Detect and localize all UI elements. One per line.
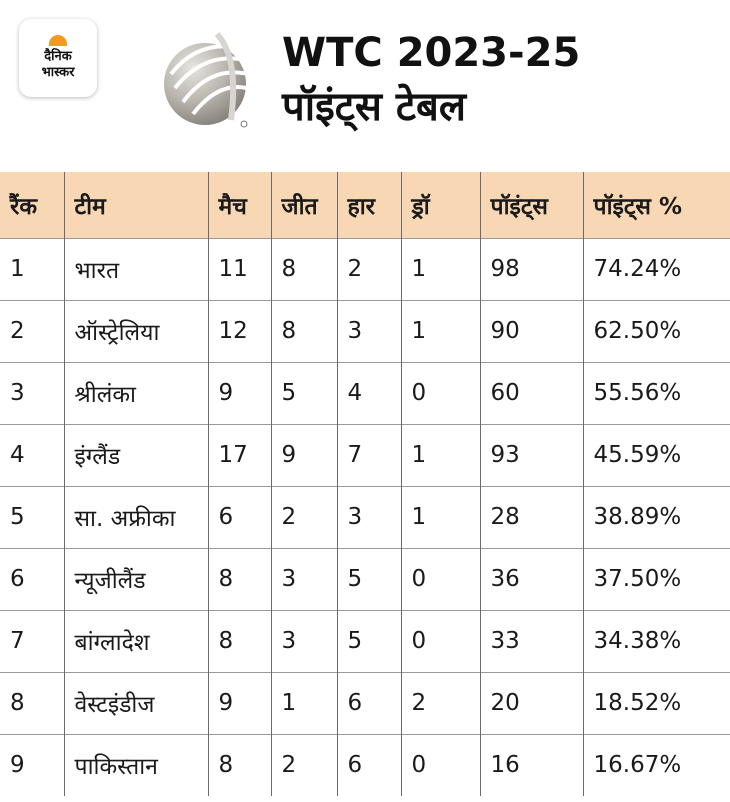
points-pct-cell: 18.52% xyxy=(593,690,682,716)
page-title xyxy=(282,28,580,132)
team-cell: इंग्लैंड xyxy=(64,424,208,486)
title-line1: WTC 2023-25 xyxy=(282,30,581,76)
col-draw-header: ड्रॉ xyxy=(401,172,480,238)
won-cell: 5 xyxy=(271,362,337,424)
table-row xyxy=(0,734,730,796)
rank-cell: 5 xyxy=(0,486,64,548)
table-row xyxy=(0,362,730,424)
rank-cell: 6 xyxy=(0,548,64,610)
points-cell: 93 xyxy=(480,424,583,486)
col-points-header: पॉइंट्स xyxy=(480,172,583,238)
won-cell: 2 xyxy=(271,486,337,548)
logo-line2: भास्कर xyxy=(41,65,75,80)
matches-cell: 9 xyxy=(208,362,271,424)
rank-cell: 7 xyxy=(0,610,64,672)
table-body xyxy=(0,238,730,796)
team-cell: भारत xyxy=(64,238,208,300)
points-cell: 16 xyxy=(480,734,583,796)
draw-cell: 0 xyxy=(401,734,480,796)
won-cell: 8 xyxy=(271,238,337,300)
rank-cell: 4 xyxy=(0,424,64,486)
matches-cell: 8 xyxy=(208,610,271,672)
wtc-mace-icon xyxy=(157,28,259,130)
won-cell: 3 xyxy=(271,548,337,610)
draw-cell: 1 xyxy=(401,424,480,486)
table-row xyxy=(0,610,730,672)
lost-cell: 4 xyxy=(337,362,401,424)
points-cell: 60 xyxy=(480,362,583,424)
points-pct-cell: 45.59% xyxy=(593,442,682,468)
points-cell: 28 xyxy=(480,486,583,548)
won-cell: 9 xyxy=(271,424,337,486)
lost-cell: 6 xyxy=(337,734,401,796)
points-cell: 33 xyxy=(480,610,583,672)
draw-cell: 1 xyxy=(401,300,480,362)
col-lost-header: हार xyxy=(337,172,401,238)
rank-cell: 3 xyxy=(0,362,64,424)
team-cell: सा. अफ्रीका xyxy=(64,486,208,548)
header xyxy=(0,0,730,172)
points-pct-cell: 16.67% xyxy=(593,752,682,779)
matches-cell: 12 xyxy=(208,300,271,362)
col-matches-header: मैच xyxy=(208,172,271,238)
points-pct-cell: 55.56% xyxy=(593,380,682,406)
title-line2: पॉइंट्स टेबल xyxy=(282,84,466,130)
rank-cell: 2 xyxy=(0,300,64,362)
draw-cell: 0 xyxy=(401,548,480,610)
matches-cell: 6 xyxy=(208,486,271,548)
points-table xyxy=(0,172,730,796)
points-cell: 20 xyxy=(480,672,583,734)
table-row xyxy=(0,486,730,548)
won-cell: 1 xyxy=(271,672,337,734)
team-cell: पाकिस्तान xyxy=(64,734,208,796)
lost-cell: 5 xyxy=(337,610,401,672)
points-pct-cell: 34.38% xyxy=(593,628,682,654)
matches-cell: 8 xyxy=(208,548,271,610)
team-cell: न्यूजीलैंड xyxy=(64,548,208,610)
lost-cell: 3 xyxy=(337,486,401,548)
logo-line1: दैनिक xyxy=(44,49,72,64)
matches-cell: 11 xyxy=(208,238,271,300)
table-row xyxy=(0,300,730,362)
points-pct-cell: 74.24% xyxy=(593,256,682,282)
rank-cell: 8 xyxy=(0,672,64,734)
lost-cell: 2 xyxy=(337,238,401,300)
points-cell: 90 xyxy=(480,300,583,362)
sun-icon xyxy=(49,35,67,46)
brand-logo xyxy=(19,19,97,97)
table-row xyxy=(0,672,730,734)
team-cell: बांग्लादेश xyxy=(64,610,208,672)
rank-cell: 9 xyxy=(0,734,64,796)
points-pct-cell: 38.89% xyxy=(593,504,682,530)
table-row xyxy=(0,238,730,300)
won-cell: 3 xyxy=(271,610,337,672)
lost-cell: 5 xyxy=(337,548,401,610)
table-row xyxy=(0,548,730,610)
won-cell: 8 xyxy=(271,300,337,362)
team-cell: ऑस्ट्रेलिया xyxy=(64,300,208,362)
matches-cell: 8 xyxy=(208,734,271,796)
draw-cell: 1 xyxy=(401,486,480,548)
table-row xyxy=(0,424,730,486)
lost-cell: 3 xyxy=(337,300,401,362)
col-won-header: जीत xyxy=(271,172,337,238)
table-header-row xyxy=(0,172,730,238)
draw-cell: 1 xyxy=(401,238,480,300)
matches-cell: 9 xyxy=(208,672,271,734)
col-team-header: टीम xyxy=(64,172,208,238)
points-cell: 36 xyxy=(480,548,583,610)
lost-cell: 7 xyxy=(337,424,401,486)
won-cell: 2 xyxy=(271,734,337,796)
lost-cell: 6 xyxy=(337,672,401,734)
draw-cell: 2 xyxy=(401,672,480,734)
col-rank-header: रैंक xyxy=(0,172,64,238)
team-cell: श्रीलंका xyxy=(64,362,208,424)
col-points-pct-header: पॉइंट्स % xyxy=(593,193,683,220)
draw-cell: 0 xyxy=(401,362,480,424)
points-pct-cell: 37.50% xyxy=(593,566,682,592)
points-cell: 98 xyxy=(480,238,583,300)
matches-cell: 17 xyxy=(208,424,271,486)
rank-cell: 1 xyxy=(0,238,64,300)
team-cell: वेस्टइंडीज xyxy=(64,672,208,734)
draw-cell: 0 xyxy=(401,610,480,672)
points-pct-cell: 62.50% xyxy=(593,318,682,344)
